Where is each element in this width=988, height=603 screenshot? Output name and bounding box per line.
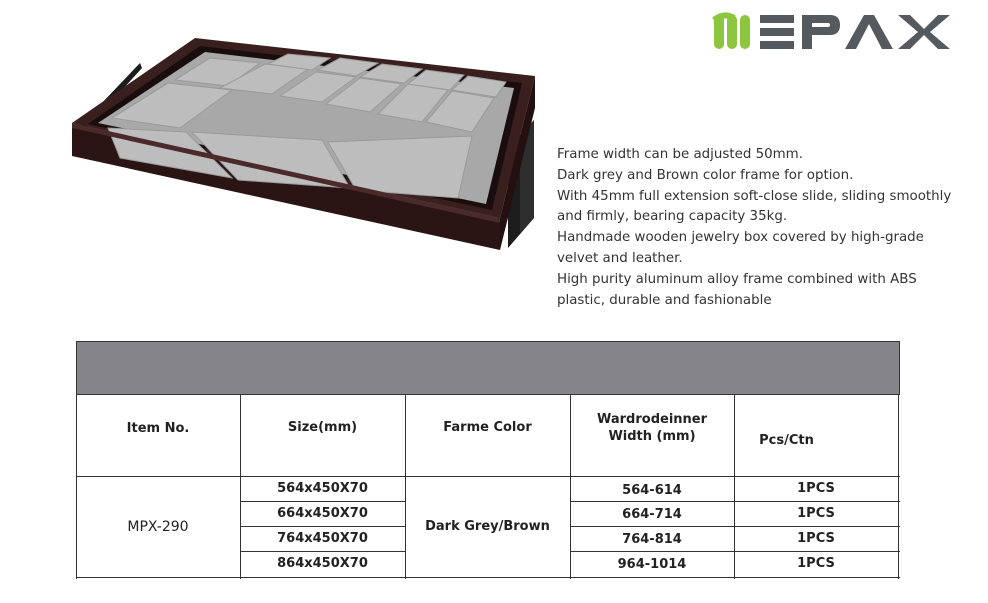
- table-grid: [76, 394, 900, 579]
- pcs-ctn-value: 1PCS: [797, 556, 835, 571]
- size-value: 564x450X70: [277, 481, 368, 496]
- size-value: 764x450X70: [277, 531, 368, 546]
- wardrobe-width-value: 664-714: [622, 507, 682, 522]
- description-line: High purity aluminum alloy frame combined with ABS plastic, durable and fashionable: [557, 271, 917, 308]
- pcs-ctn-value: 1PCS: [797, 506, 835, 521]
- col-header-pcs-ctn: Pcs/Ctn: [759, 432, 814, 448]
- description-line: Dark grey and Brown color frame for option.: [557, 167, 854, 183]
- item-number: MPX-290: [127, 518, 189, 535]
- size-value: 864x450X70: [277, 556, 368, 571]
- col-header-size: Size(mm): [287, 419, 358, 435]
- mepax-logo: [712, 10, 952, 54]
- wardrobe-width-value: 964-1014: [617, 557, 687, 572]
- wardrobe-width-value: 764-814: [622, 532, 682, 547]
- description-line: Handmade wooden jewelry box covered by high-grade velvet and leather.: [557, 230, 924, 266]
- description-line: With 45mm full extension soft-close slide, sliding smoothly and firmly, bearing capacity 35kg.: [557, 188, 952, 225]
- col-header-item-no: Item No.: [126, 420, 190, 436]
- col-header-frame-color: Farme Color: [443, 419, 532, 435]
- product-description: [557, 145, 957, 311]
- col-header-wardrobe-width-line1: Wardrodeinner: [596, 412, 708, 427]
- pcs-ctn-value: 1PCS: [797, 531, 835, 546]
- wardrobe-width-value: 564-614: [622, 483, 682, 498]
- description-line: Frame width can be adjusted 50mm.: [557, 147, 803, 162]
- spec-table: [76, 341, 900, 579]
- col-header-wardrobe-width-line2: Width (mm): [608, 429, 696, 444]
- pcs-ctn-value: 1PCS: [797, 481, 835, 496]
- jewelry-drawer-image: [60, 28, 540, 253]
- frame-color-value: Dark Grey/Brown: [425, 519, 550, 534]
- col-header-wardrobe-width: [570, 408, 734, 448]
- table-header-band: [76, 341, 900, 395]
- size-value: 664x450X70: [277, 506, 368, 521]
